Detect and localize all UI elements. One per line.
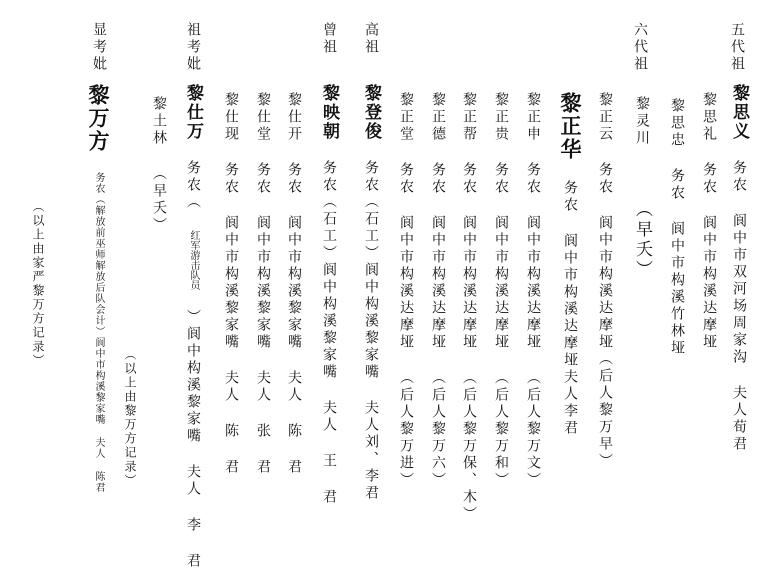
gaozu-label: 高祖 [363, 22, 379, 56]
xiankao-text: 务农（解放前巫师解放后队会计）阆中市构溪黎家嘴 夫人 陈君 [93, 172, 104, 493]
gen5-line2: 黎思礼 务农 阆中市构溪达摩垭 [701, 92, 717, 351]
zukao-text-small: 红军游击队员 [188, 230, 199, 290]
gen6-line2: 黎正云 务农 阆中市构溪达摩垭（后人黎万早） [597, 92, 613, 470]
zengzu-line4: 黎仕现 务农 阆中市构溪黎家嘴 夫人 陈 君 [223, 92, 239, 476]
gen5-line3: 黎思忠 务农 阆中市构溪竹林垭 [669, 98, 685, 357]
xiankao-line [88, 84, 109, 493]
gaozu-name: 黎登俊 [361, 84, 381, 141]
zengzu-name: 黎映朝 [319, 84, 339, 141]
gen6-line3-name: 黎正华 [558, 92, 583, 161]
zukao-line1 [184, 84, 201, 570]
zengzu-line1-text: 务农（石工）阆中构溪黎家嘴 夫人 王 君 [321, 160, 337, 506]
gaozu-line [362, 84, 379, 502]
gen6-line8: 黎正堂 务农 阆中市构溪达摩垭 （后人黎万进） [398, 92, 414, 489]
zengzu-label: 曾祖 [321, 22, 337, 56]
gen6-line3-text: 务农 阆中市构溪达摩垭夫人李君 [562, 180, 578, 437]
gen6-line7: 黎正德 务农 阆中市构溪达摩垭 （后人黎万六） [430, 92, 446, 489]
xiankao-note: （以上由家严黎万方记录） [31, 200, 45, 368]
gen6-line6: 黎正帮 务农 阆中市构溪达摩垭 （后人黎万保、木） [461, 92, 477, 523]
gen6-line1 [633, 96, 650, 280]
gen6-line5: 黎正贵 务农 阆中市构溪达摩垭 （后人黎万和） [493, 92, 509, 489]
gen5-label: 五代祖 [729, 22, 745, 73]
gaozu-text: 务农（石工）阆中构溪黎家嘴 夫人刘、李君 [363, 160, 379, 502]
zengzu-line3: 黎仕堂 务农 阆中市构溪黎家嘴 夫人 张 君 [255, 92, 271, 476]
zengzu-line1 [320, 84, 337, 506]
zukao-text-b: ）阆中构溪黎家嘴 夫人 李 君 [185, 309, 201, 570]
zengzu-line2: 黎仕开 务农 阆中市构溪黎家嘴 夫人 陈 君 [286, 92, 302, 476]
zukao-label: 祖考妣 [185, 22, 201, 73]
gen6-label: 六代祖 [632, 22, 648, 73]
gen6-line1-note: （早夭） [632, 200, 652, 280]
gen5-name: 黎思义 [729, 84, 749, 141]
gen5-line1-text: 务农 阆中市双河场周家沟 夫人荀君 [731, 160, 747, 453]
zukao-name: 黎仕万 [183, 84, 203, 141]
gen6-line3 [560, 92, 581, 437]
zukao-text-a: 务农（ [185, 160, 201, 211]
gen6-line1-name: 黎灵川 [634, 96, 650, 147]
gen6-line4: 黎正申 务农 阆中市构溪达摩垭 （后人黎万文） [525, 92, 541, 489]
xiankao-name: 黎万方 [86, 84, 111, 153]
zukao-line2: 黎土林 （早夭） [151, 96, 167, 234]
xiankao-label: 显考妣 [91, 22, 107, 73]
zukao-note: （以上由黎万方记录） [123, 348, 137, 488]
gen5-line1 [730, 84, 747, 453]
